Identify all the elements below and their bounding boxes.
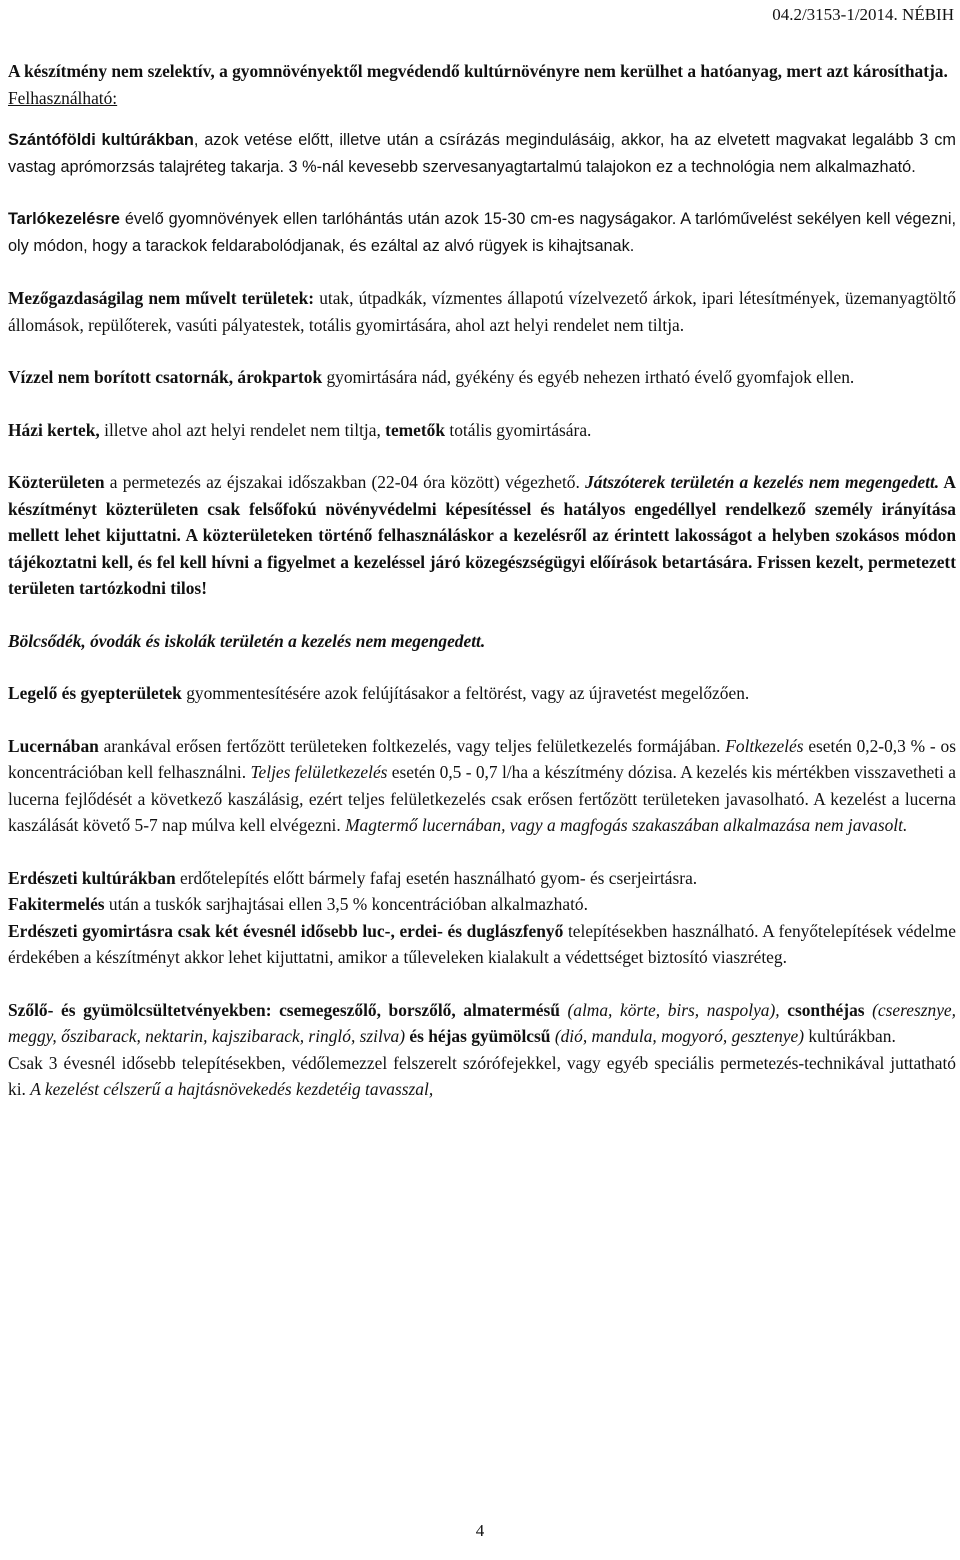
gardens-paragraph: [8, 417, 956, 444]
public-areas-text: a permetezés az éjszakai időszakban (22-04 óra között) végezhető.: [104, 472, 586, 492]
usage-heading: Felhasználható:: [8, 87, 118, 108]
orchards-text-end: kultúrákban.: [804, 1026, 896, 1046]
warning-paragraph: [8, 58, 956, 85]
usage-heading-paragraph: [8, 85, 956, 112]
public-areas-paragraph: [8, 469, 956, 602]
cemeteries-title: temetők: [385, 419, 446, 440]
canals-title: Vízzel nem borított csatornák, árokpartok: [8, 367, 323, 387]
orchards-title: Szőlő- és gyümölcsültetvényekben: csemegeszőlő, borszőlő, almatermésű: [8, 999, 560, 1020]
stubble-text: évelő gyomnövények ellen tarlóhántás után azok 15-30 cm-es nagyságakor. A tarlóművelést sekélyen kell végezni, oly módon, hogy a tarackok feldarabolódjanak, és ezáltal az alvó rügyek is kihajtsanak.: [8, 210, 956, 255]
canals-paragraph: [8, 364, 956, 391]
nut-fruits: (dió, mandula, mogyoró, gesztenye): [550, 1026, 805, 1046]
pastures-title: Legelő és gyepterületek: [8, 683, 182, 703]
uncultivated-paragraph: [8, 285, 956, 338]
public-areas-rules: A készítményt közterületen csak felsőfokú növényvédelmi képesítéssel és hatályos engedéllyel rendelkező személy irányítása mellett lehet kijuttatni. A közterületeken történő felhasználáskor a kezelésről az érintett lakosságot a helyben szokásos módon tájékoztatni kell, és fel kell hívni a figyelmet a kezeléssel járó közegészségügyi előírások betartására. Frissen kezelt, permetezett területen tartózkodni tilos!: [8, 472, 956, 598]
pome-fruits: (alma, körte, birs, naspolya),: [559, 999, 780, 1020]
public-areas-title: Közterületen: [8, 472, 105, 492]
canals-text: gyomirtására nád, gyékény és egyéb nehezen irtható évelő gyomfajok ellen.: [322, 367, 855, 387]
gardens-title: Házi kertek,: [8, 419, 100, 440]
document-body: [8, 58, 956, 1103]
playgrounds-warning: Játszóterek területén a kezelés nem megengedett.: [585, 472, 940, 492]
pastures-paragraph: [8, 680, 956, 707]
lucerne-text-2: esetén 0,2-0,3 % - os koncentrációban kell felhasználni.: [8, 735, 956, 782]
orchards-timing-note: A kezelést célszerű a hajtásnövekedés kezdetéig tavasszal,: [30, 1079, 434, 1099]
forestry-title: Erdészeti kultúrákban: [8, 867, 176, 888]
nut-fruit-title: és héjas gyümölcsű: [405, 1026, 551, 1046]
forestry-paragraph: [8, 865, 956, 971]
uncultivated-text: utak, útpadkák, vízmentes állapotú vízelvezető árkok, ipari létesítmények, üzemanyagtöltő állomások, repülőterek, vasúti pályatestek, totális gyomirtására, ahol azt helyi rendelet nem tiltja.: [8, 288, 956, 335]
full-treatment-term: Teljes felületkezelés: [250, 762, 388, 782]
forestry-text: erdőtelepítés előtt bármely fafaj esetén használható gyom- és cserjeirtásra.: [175, 867, 698, 888]
orchards-application-text: Csak 3 évesnél idősebb telepítésekben, védőlemezzel felszerelt szórófejekkel, vagy egyéb speciális permetezés-technikával juttatható ki.: [8, 1052, 956, 1099]
uncultivated-title: Mezőgazdaságilag nem művelt területek:: [8, 288, 315, 308]
spot-treatment-term: Foltkezelés: [725, 735, 804, 756]
orchards-paragraph: [8, 997, 956, 1103]
arable-title: Szántóföldi kultúrákban: [8, 131, 194, 149]
lucerne-text-3: esetén 0,5 - 0,7 l/ha a készítmény dózisa. A kezelés kis mértékben visszavetheti a lucerna fejlődését a következő kaszálásig, ezért teljes felületkezelés csak erősen fertőzött területeken javasolható. A kezelést a lucerna kaszálását követő 5-7 nap múlva kell elvégezni.: [8, 762, 956, 835]
lucerne-paragraph: [8, 733, 956, 839]
gardens-text-end: totális gyomirtására.: [445, 419, 592, 440]
stubble-paragraph: [8, 206, 956, 259]
stone-fruit-title: csonthéjas: [779, 999, 865, 1020]
lucerne-text-1: arankával erősen fertőzött területeken foltkezelés, vagy teljes felületkezelés formájában.: [98, 735, 726, 756]
pastures-text: gyommentesítésére azok felújításakor a feltörést, vagy az újravetést megelőzően.: [181, 683, 750, 703]
page-number: 4: [475, 1521, 485, 1540]
lucerne-title: Lucernában: [8, 735, 99, 756]
schools-paragraph: [8, 628, 956, 655]
document-id: 04.2/3153-1/2014. NÉBIH: [772, 5, 954, 24]
schools-warning: Bölcsődék, óvodák és iskolák területén a kezelés nem megengedett.: [8, 630, 486, 651]
warning-text: A készítmény nem szelektív, a gyomnövényektől megvédendő kultúrnövényre nem kerülhet a hatóanyag, mert azt károsíthatja.: [8, 61, 948, 81]
logging-text: után a tuskók sarjhajtásai ellen 3,5 % koncentrációban alkalmazható.: [104, 894, 588, 914]
arable-paragraph: [8, 127, 956, 180]
stone-fruits: (cseresznye, meggy, őszibarack, nektarin, kajszibarack, ringló, szilva): [8, 999, 956, 1046]
gardens-text: illetve ahol azt helyi rendelet nem tiltja,: [99, 419, 386, 440]
arable-text: , azok vetése előtt, illetve után a csírázás megindulásáig, akkor, ha az elvetett magvakat legalább 3 cm vastag aprómorzsás talajréteg takarja. 3 %-nál kevesebb szervesanyagtartalmú talajokon ez a technológia nem alkalmazható.: [8, 131, 956, 176]
seed-lucerne-note: Magtermő lucernában, vagy a magfogás szakaszában alkalmazása nem javasolt.: [345, 815, 908, 835]
conifer-text: telepítésekben használható. A fenyőtelepítések védelme érdekében a készítményt akkor lehet kijuttatni, amikor a tűleveleken kialakult a védettséget biztosító viaszréteg.: [8, 920, 956, 967]
stubble-title: Tarlókezelésre: [8, 210, 120, 228]
logging-title: Fakitermelés: [8, 894, 105, 914]
conifer-title: Erdészeti gyomirtásra csak két évesnél idősebb luc-, erdei- és duglászfenyő: [8, 920, 564, 941]
